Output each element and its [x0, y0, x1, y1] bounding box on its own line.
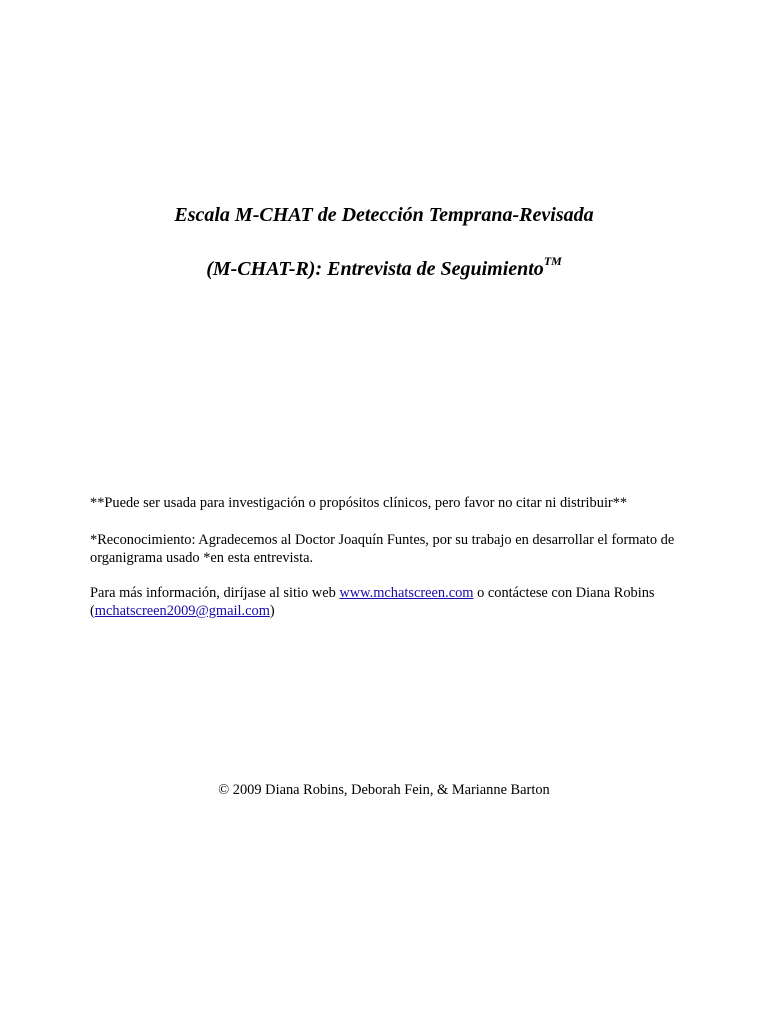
title-text-1: Escala M-CHAT de Detección Temprana-Revisada: [174, 204, 594, 226]
info-prefix: Para más información, diríjase al sitio web: [90, 585, 340, 601]
info-middle: o contáctese con Diana Robins (: [90, 585, 655, 619]
trademark-superscript: TM: [543, 254, 562, 269]
copyright-notice: © 2009 Diana Robins, Deborah Fein, & Marianne Barton: [218, 782, 550, 798]
info-suffix: ): [269, 603, 275, 619]
document-title-line-2: [0, 254, 768, 281]
email-link[interactable]: mchatscreen2009@gmail.com: [94, 603, 270, 619]
website-link[interactable]: www.mchatscreen.com: [339, 585, 474, 601]
info-paragraph: [90, 584, 680, 620]
acknowledgement-paragraph: *Reconocimiento: Agradecemos al Doctor Joaquín Funtes, por su trabajo en desarrollar el formato de organigrama usado *en esta entrevista.: [90, 532, 675, 566]
document-title-line-1: [0, 203, 768, 227]
title-text-2: (M-CHAT-R): Entrevista de Seguimiento: [206, 258, 544, 280]
usage-note: **Puede ser usada para investigación o propósitos clínicos, pero favor no citar ni distribuir**: [90, 495, 628, 511]
